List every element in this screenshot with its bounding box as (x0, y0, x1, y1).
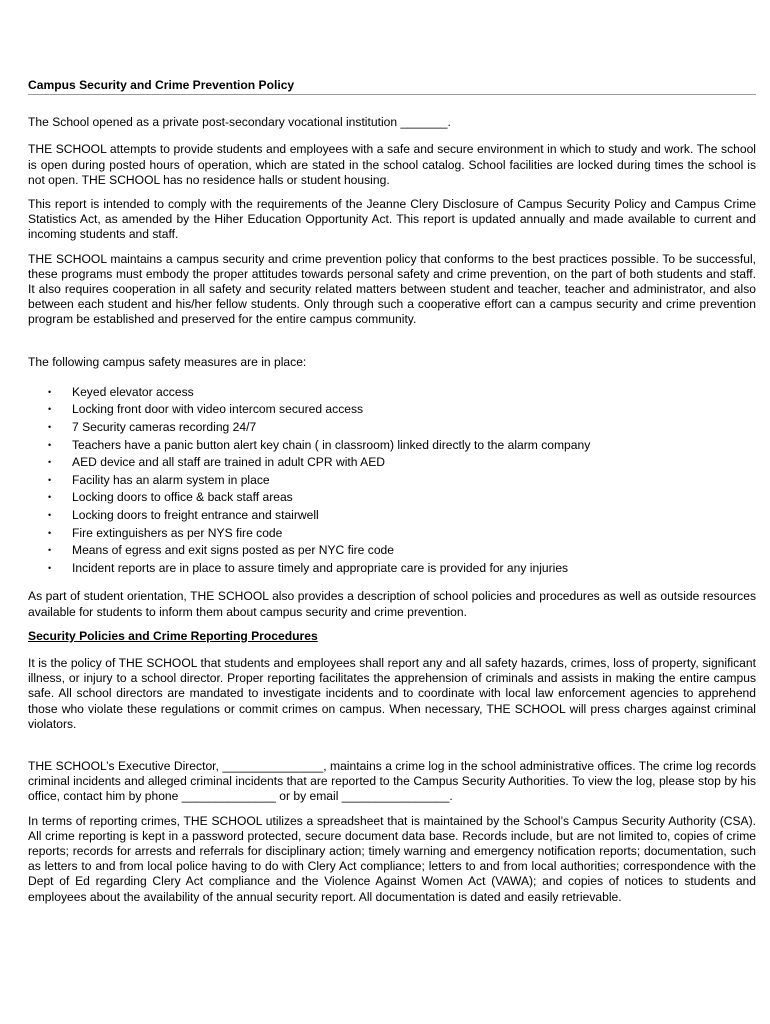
list-item-text: Locking doors to office & back staff areas (72, 490, 293, 505)
bullet-icon: • (48, 545, 52, 556)
list-item (28, 419, 756, 437)
list-item (28, 454, 756, 472)
bullet-icon: • (48, 527, 52, 538)
list-item-text: Facility has an alarm system in place (72, 472, 270, 487)
list-item (28, 560, 756, 578)
list-item-text: Incident reports are in place to assure timely and appropriate care is provided for any injuries (72, 560, 569, 575)
list-item (28, 489, 756, 507)
list-item (28, 437, 756, 455)
orientation-paragraph: As part of student orientation, THE SCHOOL also provides a description of school policies and procedures as well as outside resources available for students to inform them about campus security and crime prevention. (28, 589, 756, 619)
document-page (28, 78, 756, 914)
opened-paragraph: The School opened as a private post-secondary vocational institution _______. (28, 115, 451, 130)
list-item (28, 525, 756, 543)
bullet-icon: • (48, 492, 52, 503)
bullet-icon: • (48, 386, 52, 397)
crime-log-paragraph: THE SCHOOL’s Executive Director, _______________, maintains a crime log in the school administrative offices. The crime log records criminal incidents and alleged criminal incidents that are reported to the Campus Security Authorities. To view the log, please stop by his office, contact him by phone ______________ or by email ________________. (28, 759, 756, 804)
clery-report-paragraph: This report is intended to comply with the requirements of the Jeanne Clery Disclosure of Campus Security Policy and Campus Crime Statistics Act, as amended by the Hiher Education Opportunity Act. This report is updated annually and made available to current and incoming students and staff. (28, 197, 756, 242)
list-item (28, 384, 756, 402)
bullet-icon: • (48, 474, 52, 485)
safety-measures-list (28, 384, 756, 578)
list-item (28, 507, 756, 525)
list-item-text: Fire extinguishers as per NYS fire code (72, 525, 283, 540)
reporting-policy-paragraph: It is the policy of THE SCHOOL that students and employees shall report any and all safety hazards, crimes, loss of property, significant illness, or injury to a school director. Proper reporting facilitates the apprehension of criminals and assists in making the entire campus safe. All school directors are mandated to investigate incidents and to coordinate with local law enforcement agencies to apprehend those who violate these regulations or commit crimes on campus. When necessary, THE SCHOOL will press charges against criminal violators. (28, 655, 756, 731)
title-row (28, 78, 756, 95)
document-title: Campus Security and Crime Prevention Policy (28, 78, 295, 92)
bullet-icon: • (48, 510, 52, 520)
section-heading: Security Policies and Crime Reporting Procedures (28, 628, 318, 643)
list-item-text: Locking front door with video intercom secured access (72, 402, 364, 417)
list-item-text: Means of egress and exit signs posted as per NYC fire code (72, 543, 394, 558)
measures-intro: The following campus safety measures are in place: (28, 354, 307, 369)
environment-paragraph: THE SCHOOL attempts to provide students and employees with a safe and secure environment in which to study and work. The school is open during posted hours of operation, which are stated in the school catalog. School facilities are locked during times the school is not open. THE SCHOOL has no residence halls or student housing. (28, 142, 756, 187)
bullet-icon: • (48, 562, 52, 573)
policy-conformance-paragraph: THE SCHOOL maintains a campus security and crime prevention policy that conforms to the best practices possible. To be successful, these programs must embody the proper attitudes towards personal safety and crime prevention, on the part of both students and staff. It also requires cooperation in all safety and security related matters between student and teacher, teacher and administrator, and also between each student and his/her fellow students. Only through such a cooperative effort can a campus security and crime prevention program be established and preserved for the entire campus community. (28, 251, 756, 327)
list-item-text: Locking doors to freight entrance and stairwell (72, 508, 319, 522)
list-item-text: Teachers have a panic button alert key chain ( in classroom) linked directly to the alarm company (72, 437, 591, 452)
bullet-icon: • (48, 439, 52, 450)
crime-reporting-paragraph: In terms of reporting crimes, THE SCHOOL utilizes a spreadsheet that is maintained by the School’s Campus Security Authority (CSA). All crime reporting is kept in a password protected, secure document data base. Records include, but are not limited to, copies of crime reports; records for arrests and referrals for disciplinary action; timely warning and emergency notification reports; documentation, such as letters to and from local police having to do with Clery Act compliance; letters to and from local authorities; correspondence with the Dept of Ed regarding Clery Act compliance and the Violence Against Women Act (VAWA); and copies of notices to students and employees about the availability of the annual security report. All documentation is dated and easily retrievable. (28, 813, 756, 904)
bullet-icon: • (48, 422, 52, 433)
list-item (28, 472, 756, 490)
list-item (28, 401, 756, 419)
list-item (28, 542, 756, 560)
list-item-text: Keyed elevator access (72, 384, 194, 399)
bullet-icon: • (48, 404, 52, 415)
list-item-text: AED device and all staff are trained in adult CPR with AED (72, 455, 386, 470)
list-item-text: 7 Security cameras recording 24/7 (72, 420, 257, 435)
bullet-icon: • (48, 457, 52, 468)
